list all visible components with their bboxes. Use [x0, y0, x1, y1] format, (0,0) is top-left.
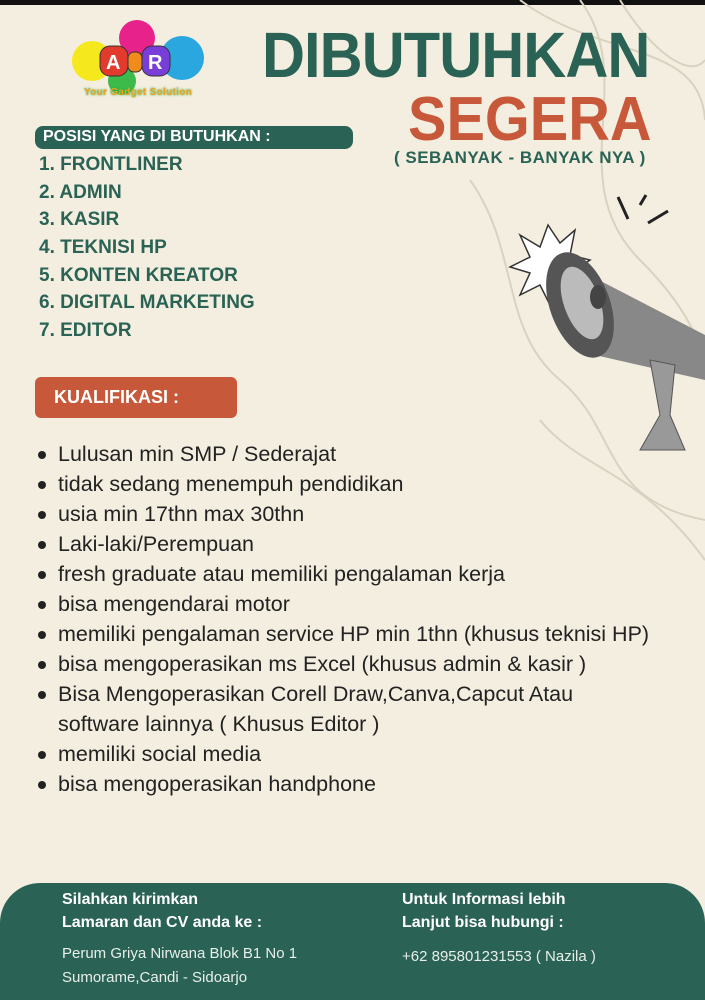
- qualification-item: tidak sedang menempuh pendidikan: [36, 469, 656, 499]
- position-item: 2. ADMIN: [39, 181, 122, 203]
- send-heading-2: Lamaran dan CV anda ke :: [62, 914, 263, 931]
- contact-phone: +62 895801231553 ( Nazila ): [402, 948, 596, 965]
- address-line-1: Perum Griya Nirwana Blok B1 No 1: [62, 945, 298, 962]
- position-item: 4. TEKNISI HP: [39, 237, 167, 259]
- svg-text:R: R: [148, 52, 163, 74]
- company-logo: [62, 16, 214, 100]
- logo-tagline: Your Gadget Solution: [83, 87, 193, 98]
- qualification-item: memiliki social media: [36, 739, 656, 769]
- position-item: 6. DIGITAL MARKETING: [39, 292, 255, 314]
- positions-list: [39, 153, 255, 347]
- qualification-item: Laki-laki/Perempuan: [36, 529, 656, 559]
- position-item: 7. EDITOR: [39, 320, 132, 342]
- positions-label: POSISI YANG DI BUTUHKAN :: [35, 126, 353, 149]
- headline-urgent: SEGERA: [408, 85, 652, 154]
- megaphone-icon: [500, 185, 705, 455]
- svg-text:A: A: [106, 52, 121, 74]
- position-item: 1. FRONTLINER: [39, 154, 183, 175]
- qualification-item: Bisa Mengoperasikan Corell Draw,Canva,Capcut Atau software lainnya ( Khusus Editor ): [36, 679, 656, 739]
- info-heading-1: Untuk Informasi lebih: [402, 891, 566, 908]
- qualification-item: memiliki pengalaman service HP min 1thn (khusus teknisi HP): [36, 619, 656, 649]
- qualifications-list: [36, 439, 656, 799]
- qualification-item: usia min 17thn max 30thn: [36, 499, 656, 529]
- headline-subtitle: ( SEBANYAK - BANYAK NYA ): [394, 148, 646, 167]
- qualification-item: bisa mengoperasikan ms Excel (khusus admin & kasir ): [36, 649, 656, 679]
- qualification-item: bisa mengoperasikan handphone: [36, 769, 656, 799]
- qualification-item: Lulusan min SMP / Sederajat: [36, 439, 656, 469]
- send-heading-1: Silahkan kirimkan: [62, 891, 199, 908]
- contact-footer: [0, 883, 705, 1000]
- qualification-item: bisa mengendarai motor: [36, 589, 656, 619]
- qualification-item: fresh graduate atau memiliki pengalaman kerja: [36, 559, 656, 589]
- position-item: 3. KASIR: [39, 209, 120, 231]
- address-line-2: Sumorame,Candi - Sidoarjo: [62, 969, 248, 986]
- headline-title: DIBUTUHKAN: [262, 19, 650, 91]
- qualifications-label: KUALIFIKASI :: [35, 377, 237, 418]
- info-heading-2: Lanjut bisa hubungi :: [402, 914, 564, 931]
- position-item: 5. KONTEN KREATOR: [39, 264, 238, 286]
